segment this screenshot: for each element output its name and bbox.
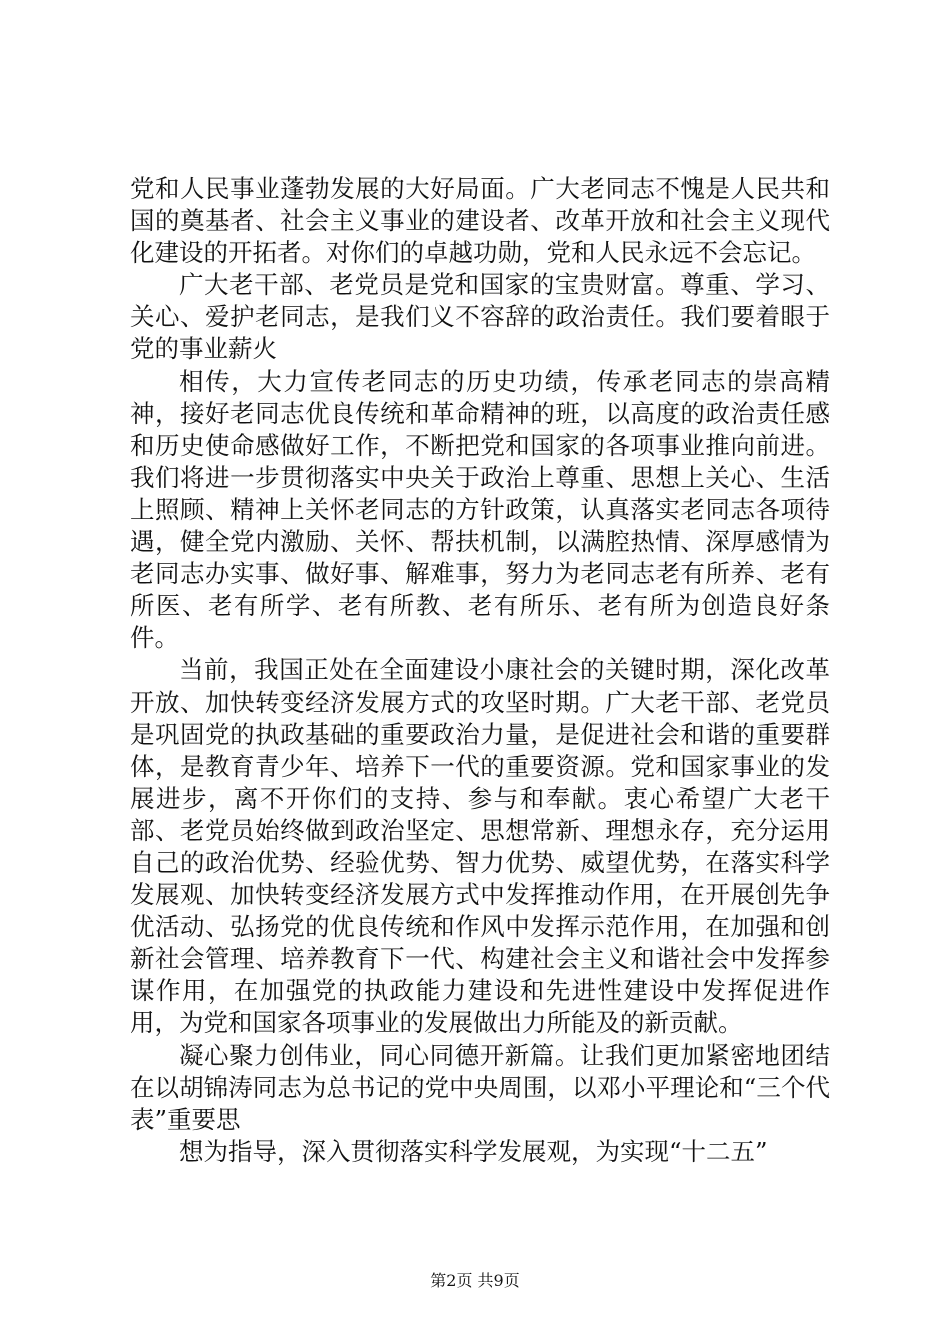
body-text	[130, 173, 830, 1168]
page-footer: 第2页 共9页	[430, 1271, 520, 1290]
paragraph: 党和人民事业蓬勃发展的大好局面。广大老同志不愧是人民共和国的奠基者、社会主义事业的建设者、改革开放和社会主义现代化建设的开拓者。对你们的卓越功勋，党和人民永远不会忘记。	[130, 174, 830, 268]
paragraph: 相传，大力宣传老同志的历史功绩，传承老同志的崇高精神，接好老同志优良传统和革命精神的班，以高度的政治责任感和历史使命感做好工作，不断把党和国家的各项事业推向前进。我们将进一步贯彻落实中央关于政治上尊重、思想上关心、生活上照顾、精神上关怀老同志的方针政策，认真落实老同志各项待遇，健全党内激励、关怀、帮扶机制，以满腔热情、深厚感情为老同志办实事、做好事、解难事，努力为老同志老有所养、老有所医、老有所学、老有所教、老有所乐、老有所为创造良好条件。	[130, 366, 830, 653]
paragraph: 广大老干部、老党员是党和国家的宝贵财富。尊重、学习、关心、爱护老同志，是我们义不容辞的政治责任。我们要着眼于党的事业薪火	[130, 270, 830, 364]
paragraph: 当前，我国正处在全面建设小康社会的关键时期，深化改革开放、加快转变经济发展方式的攻坚时期。广大老干部、老党员是巩固党的执政基础的重要政治力量，是促进社会和谐的重要群体，是教育青少年、培养下一代的重要资源。党和国家事业的发展进步，离不开你们的支持、参与和奉献。衷心希望广大老干部、老党员始终做到政治坚定、思想常新、理想永存，充分运用自己的政治优势、经验优势、智力优势、威望优势，在落实科学发展观、加快转变经济发展方式中发挥推动作用，在开展创先争优活动、弘扬党的优良传统和作风中发挥示范作用，在加强和创新社会管理、培养教育下一代、构建社会主义和谐社会中发挥参谋作用，在加强党的执政能力建设和先进性建设中发挥促进作用，为党和国家各项事业的发展做出力所能及的新贡献。	[130, 655, 830, 1038]
paragraph: 凝心聚力创伟业，同心同德开新篇。让我们更加紧密地团结在以胡锦涛同志为总书记的党中央周围，以邓小平理论和“三个代表”重要思	[130, 1040, 830, 1134]
paragraph: 想为指导，深入贯彻落实科学发展观，为实现“十二五”	[179, 1136, 768, 1166]
